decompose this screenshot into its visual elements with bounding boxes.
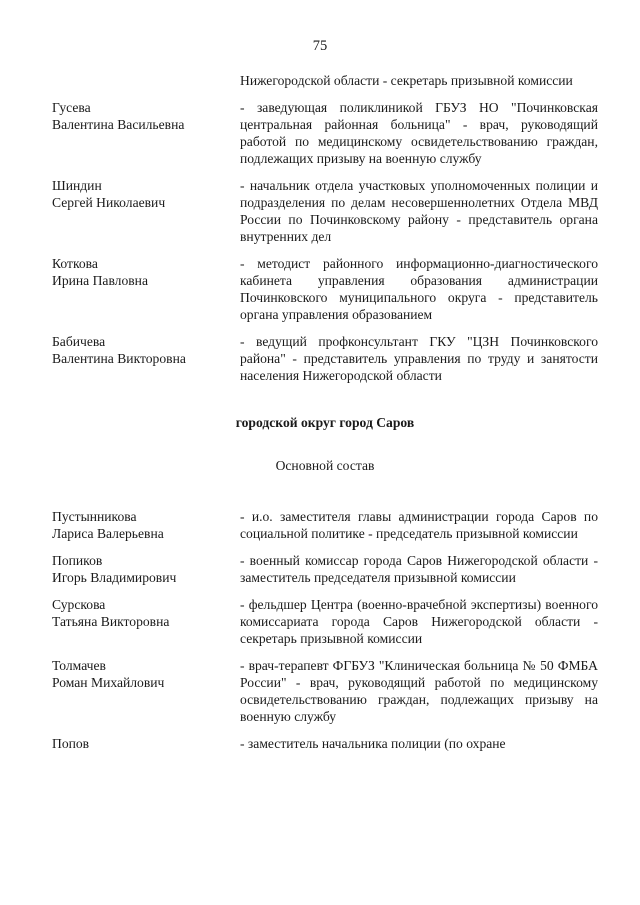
member-role: - заведующая поликлиникой ГБУЗ НО "Починковская центральная районная больница" - врач, руководящий работой по медицинскому освидетельствованию граждан, подлежащих призыву на военную службу xyxy=(240,100,598,166)
member-role: - ведущий профконсультант ГКУ "ЦЗН Починковского района" - представитель управления по труду и занятости населения Нижегородской области xyxy=(240,334,598,383)
member-entry xyxy=(52,735,598,752)
section-title: городской округ город Саров xyxy=(235,415,415,430)
member-name xyxy=(52,72,240,89)
member-entry xyxy=(52,552,598,586)
member-role: - заместитель начальника полиции (по охране xyxy=(240,736,506,751)
member-entry xyxy=(52,333,598,384)
page-number: 75 xyxy=(312,38,328,54)
member-role: - начальник отдела участковых уполномоченных полиции и подразделения по делам несовершеннолетних Отдела МВД России по Починковскому району - представитель органа внутренних дел xyxy=(240,178,598,244)
member-surname: Гусева xyxy=(52,100,91,115)
member-surname: Попов xyxy=(52,736,90,751)
member-given-names: Роман Михайлович xyxy=(52,675,165,690)
member-entry xyxy=(52,177,598,245)
member-entry xyxy=(52,596,598,647)
member-given-names: Татьяна Викторовна xyxy=(52,614,170,629)
member-surname: Шиндин xyxy=(52,178,102,193)
member-entry xyxy=(52,99,598,167)
member-surname: Сурскова xyxy=(52,597,106,612)
member-given-names: Ирина Павловна xyxy=(52,273,148,288)
members-list-pochinkovsky xyxy=(52,72,598,384)
member-name xyxy=(52,657,240,725)
member-name xyxy=(52,99,240,167)
member-role: - и.о. заместителя главы администрации города Саров по социальной политике - председатель призывной комиссии xyxy=(240,509,598,541)
member-name xyxy=(52,552,240,586)
member-entry xyxy=(52,508,598,542)
member-surname: Бабичева xyxy=(52,334,106,349)
member-given-names: Лариса Валерьевна xyxy=(52,526,164,541)
member-name xyxy=(52,735,240,752)
members-list-sarov xyxy=(52,508,598,752)
member-name xyxy=(52,255,240,323)
member-role: - военный комиссар города Саров Нижегородской области - заместитель председателя призывной комиссии xyxy=(240,553,598,585)
member-role: - врач-терапевт ФГБУЗ "Клиническая больница № 50 ФМБА России" - врач, руководящий работой по медицинскому освидетельствованию граждан, подлежащих призыву на военную службу xyxy=(240,658,598,724)
member-role: - фельдшер Центра (военно-врачебной экспертизы) военного комиссариата города Саров Нижегородской области - секретарь призывной комиссии xyxy=(240,597,598,646)
member-role: - методист районного информационно-диагностического кабинета управления образования администрации Починковского муниципального округа - представитель органа управления образованием xyxy=(240,256,598,322)
member-name xyxy=(52,508,240,542)
document-body xyxy=(52,72,598,762)
member-entry xyxy=(52,255,598,323)
member-name xyxy=(52,596,240,647)
member-name xyxy=(52,177,240,245)
member-given-names: Сергей Николаевич xyxy=(52,195,166,210)
member-entry xyxy=(52,657,598,725)
member-role: Нижегородской области - секретарь призывной комиссии xyxy=(240,73,573,88)
member-given-names: Валентина Викторовна xyxy=(52,351,186,366)
subsection-title: Основной состав xyxy=(275,458,375,473)
member-given-names: Валентина Васильевна xyxy=(52,117,185,132)
member-surname: Толмачев xyxy=(52,658,106,673)
member-entry xyxy=(52,72,598,89)
member-name xyxy=(52,333,240,384)
member-surname: Коткова xyxy=(52,256,98,271)
member-surname: Попиков xyxy=(52,553,103,568)
member-given-names: Игорь Владимирович xyxy=(52,570,177,585)
member-surname: Пустынникова xyxy=(52,509,137,524)
